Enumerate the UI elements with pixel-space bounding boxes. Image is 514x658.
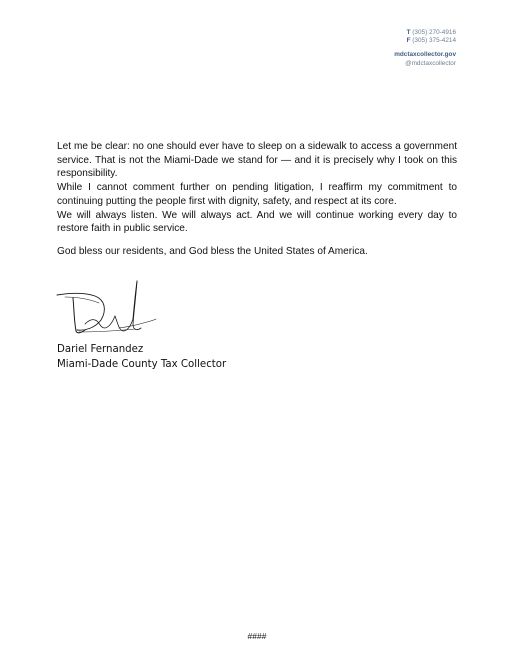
website-link[interactable]: mdctaxcollector.gov [394,51,456,59]
signer-title: Miami-Dade County Tax Collector [57,358,227,370]
fax-number: (305) 375-4214 [412,37,456,45]
phone-label: T [406,29,411,36]
handwritten-signature [55,278,157,338]
fax-label: F [406,37,411,45]
contact-block [394,29,456,68]
social-handle[interactable]: @mdctaxcollector [405,59,456,67]
closing-line: God bless our residents, and God bless the United States of America. [57,245,368,257]
signer-block [57,343,226,372]
paragraph-2: While I cannot comment further on pending litigation, I reaffirm my commitment to continuing putting the people first with dignity, safety, and respect at its core. [57,182,457,207]
fax-line [394,37,456,45]
phone-line [394,29,456,37]
paragraph-1: Let me be clear: no one should ever have to sleep on a sidewalk to access a government service. That is not the Miami-Dade we stand for — and it is precisely why I took on this responsibility. [57,141,457,180]
end-of-document-mark: #### [247,631,267,641]
signer-name: Dariel Fernandez [57,344,144,355]
paragraph-3: We will always listen. We will always act. And we will continue working every day to restore faith in public service. [57,209,457,235]
phone-number: (305) 270-4916 [412,29,456,36]
letter-body [57,140,457,259]
